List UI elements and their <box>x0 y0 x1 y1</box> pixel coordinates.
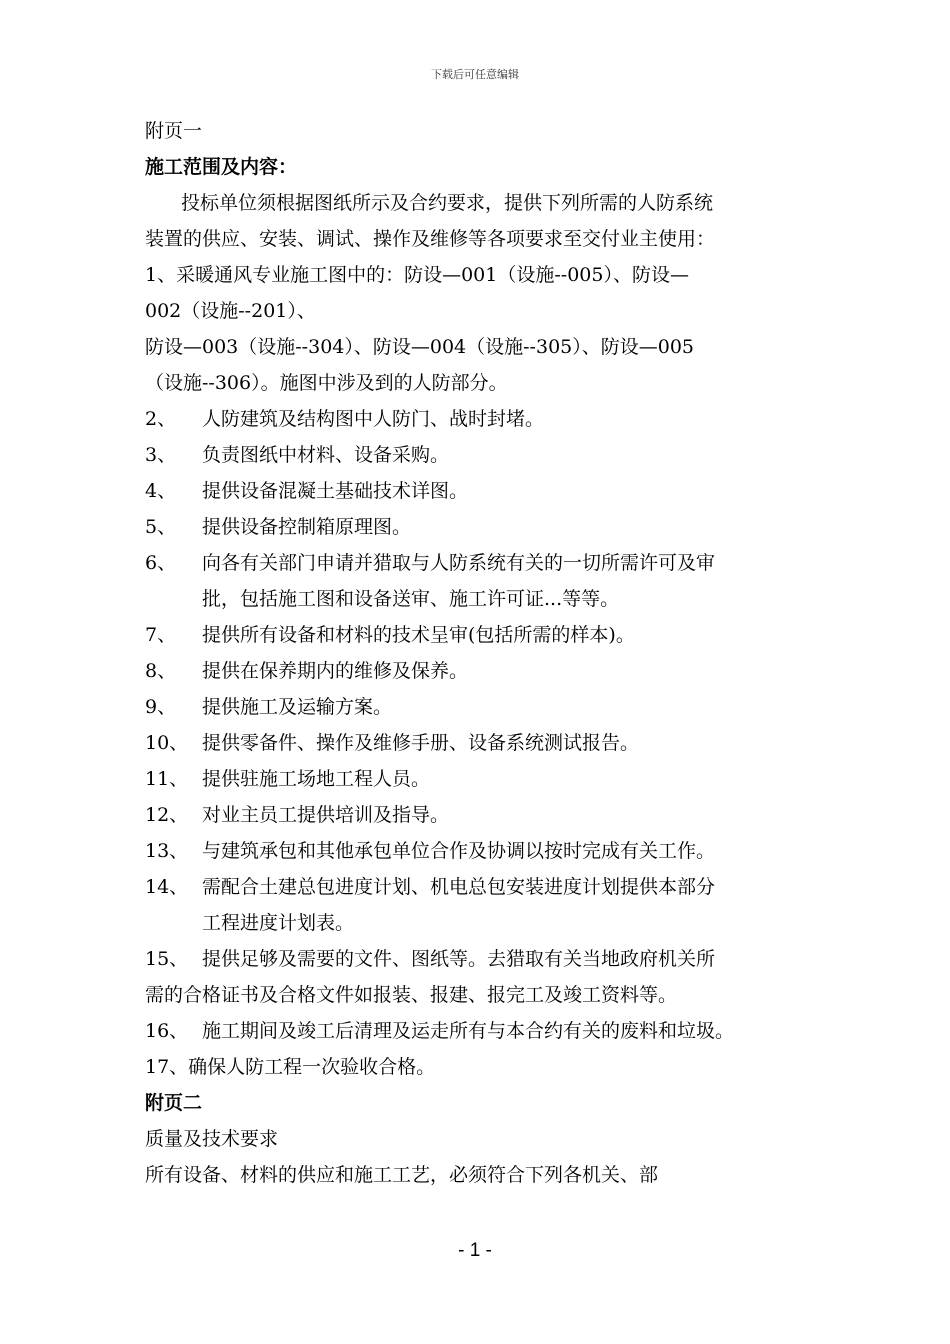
list-item: 12、 对业主员工提供培训及指导。 <box>145 804 450 826</box>
list-item-continuation: 需的合格证书及合格文件如报装、报建、报完工及竣工资料等。 <box>145 984 678 1006</box>
list-item: 5、 提供设备控制箱原理图。 <box>145 516 412 538</box>
list-item-continuation: 工程进度计划表。 <box>202 912 355 934</box>
list-item: 14、 需配合土建总包进度计划、机电总包安装进度计划提供本部分 <box>145 876 716 898</box>
item1-line-3: 防设—003（设施--304）、防设—004（设施--305）、防设—005 <box>145 336 695 358</box>
section1-title: 附页一 <box>145 120 203 142</box>
item1-line-4: （设施--306）。施图中涉及到的人防部分。 <box>145 372 508 394</box>
list-item: 6、 向各有关部门申请并猎取与人防系统有关的一切所需许可及审 <box>145 552 716 574</box>
list-item: 17、确保人防工程一次验收合格。 <box>145 1056 436 1078</box>
page-number: - 1 - <box>458 1240 492 1261</box>
section1-heading: 施工范围及内容： <box>145 156 298 178</box>
intro-line-2: 装置的供应、安装、调试、操作及维修等各项要求至交付业主使用： <box>145 228 716 250</box>
list-item-continuation: 批，包括施工图和设备送审、施工许可证...等等。 <box>202 588 620 610</box>
item1-line-2: 002（设施--201）、 <box>145 300 316 322</box>
list-item: 2、 人防建筑及结构图中人防门、战时封堵。 <box>145 408 545 430</box>
section2-subtitle: 质量及技术要求 <box>145 1128 279 1150</box>
list-item: 15、 提供足够及需要的文件、图纸等。去猎取有关当地政府机关所 <box>145 948 716 970</box>
item1-line-1: 1、采暖通风专业施工图中的：防设—001（设施--005）、防设— <box>145 264 689 286</box>
list-item: 9、 提供施工及运输方案。 <box>145 696 393 718</box>
section2-body: 所有设备、材料的供应和施工工艺，必须符合下列各机关、部 <box>145 1164 659 1186</box>
list-item: 8、 提供在保养期内的维修及保养。 <box>145 660 469 682</box>
list-item: 7、 提供所有设备和材料的技术呈审(包括所需的样本)。 <box>145 624 635 646</box>
intro-line-1: 投标单位须根据图纸所示及合约要求，提供下列所需的人防系统 <box>181 192 714 214</box>
list-item: 13、 与建筑承包和其他承包单位合作及协调以按时完成有关工作。 <box>145 840 716 862</box>
list-item: 11、 提供驻施工场地工程人员。 <box>145 768 431 790</box>
section2-title: 附页二 <box>145 1092 203 1114</box>
page-header: 下载后可任意编辑 <box>431 68 519 81</box>
list-item: 10、 提供零备件、操作及维修手册、设备系统测试报告。 <box>145 732 640 754</box>
list-item: 16、 施工期间及竣工后清理及运走所有与本合约有关的废料和垃圾。 <box>145 1020 735 1042</box>
list-item: 4、 提供设备混凝土基础技术详图。 <box>145 480 469 502</box>
list-item: 3、 负责图纸中材料、设备采购。 <box>145 444 450 466</box>
